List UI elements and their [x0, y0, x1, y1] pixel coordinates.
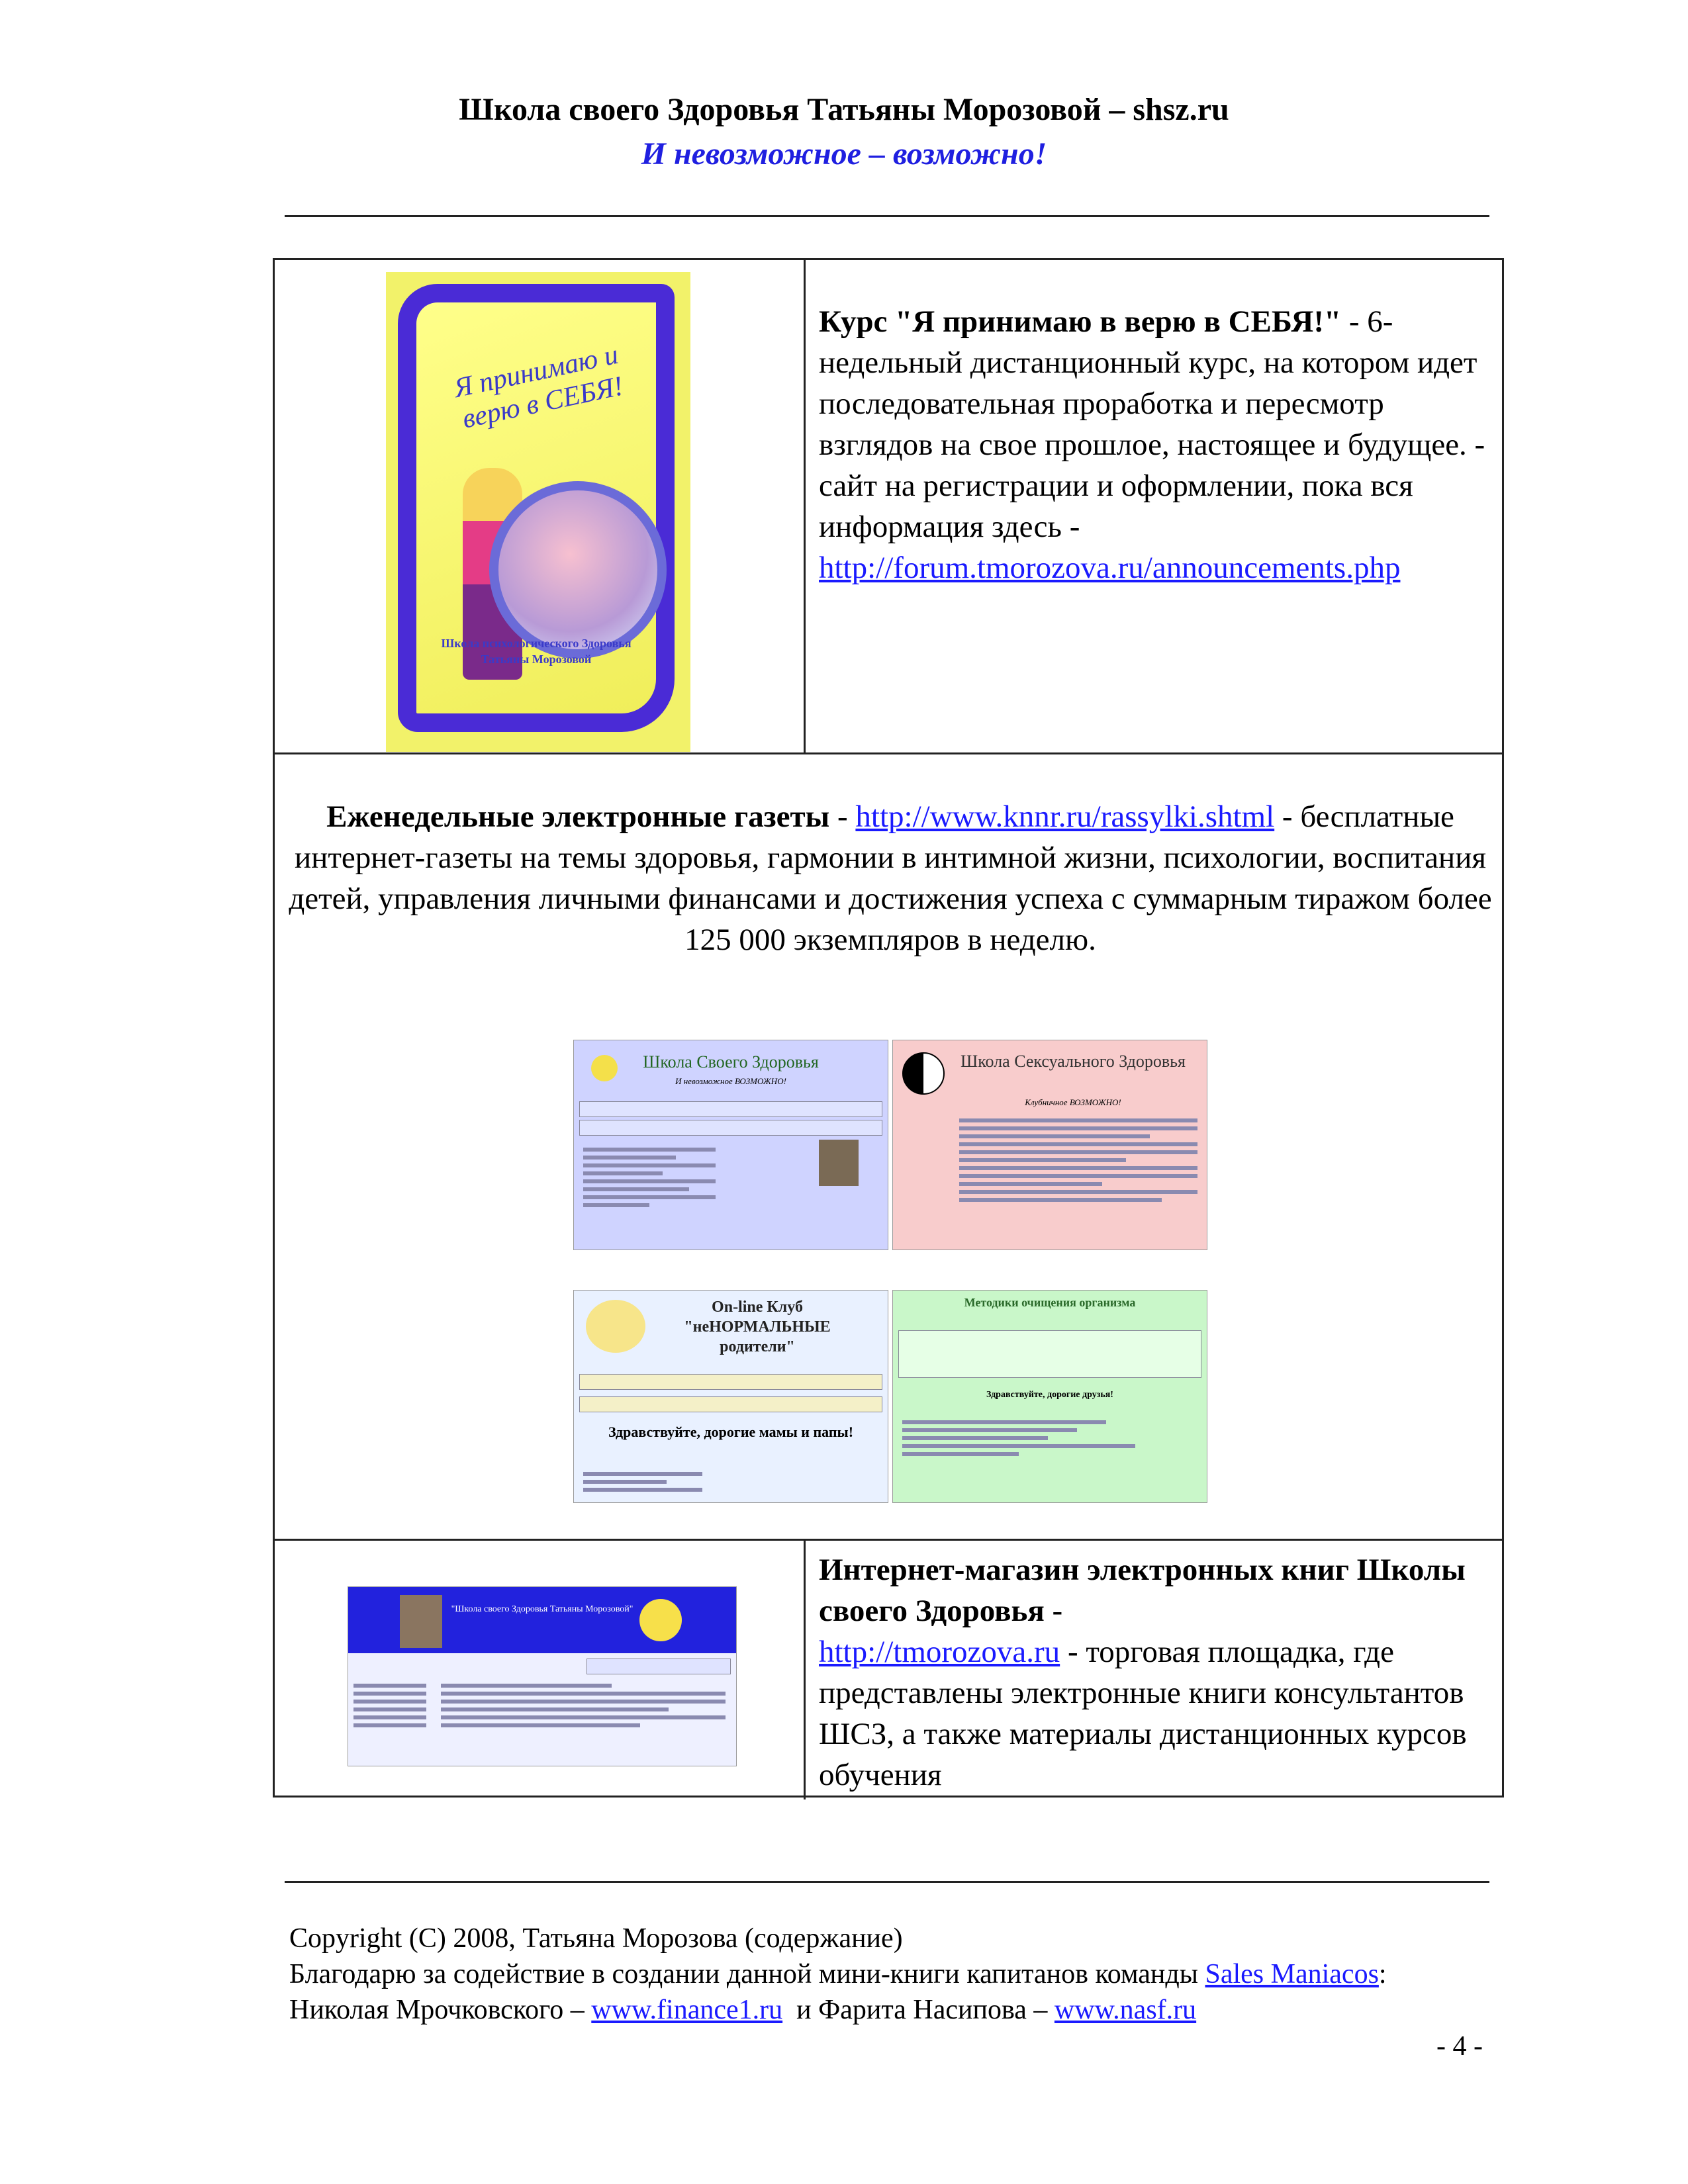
newsletters-description: Еженедельные электронные газеты - http://www.knnr.ru/rassylki.shtml - бесплатные интернет-газеты на темы здоровья, гармонии в интимной жизни, психологии, воспитания детей, управления личными финансами и достижения успеха с суммарным тиражом более 125 000 экземпляров в неделю.	[289, 799, 1492, 957]
header-divider	[285, 215, 1489, 217]
tmorozova-link[interactable]: http://tmorozova.ru	[819, 1635, 1060, 1669]
footer-text	[289, 1921, 1481, 2028]
table-column-divider	[804, 1539, 806, 1799]
forum-announcements-link[interactable]: http://forum.tmorozova.ru/announcements.php	[819, 551, 1401, 585]
ebook-shop-description: Интернет-магазин электронных книг Школы своего Здоровья - http://tmorozova.ru - торговая площадка, где представлены электронные книги консультантов ШСЗ, а также материалы дистанционных курсов обучения	[819, 1553, 1467, 1792]
author-photo	[819, 1140, 859, 1186]
rassylki-link[interactable]: http://www.knnr.ru/rassylki.shtml	[855, 799, 1275, 834]
copyright-line: Copyright (C) 2008, Татьяна Морозова (содержание)	[289, 1923, 903, 1954]
thanks-line: Благодарю за содействие в создании данной мини-книги капитанов команды Sales Maniacos: Николая Мрочковского – www.finance1.ru и Фарита Насипова – www.nasf.ru	[289, 1959, 1387, 2025]
sun-logo-icon	[639, 1599, 682, 1641]
course-name: Курс "Я принимаю в верю в СЕБЯ!"	[819, 304, 1342, 339]
page-number: - 4 -	[1436, 2031, 1483, 2062]
screenshot-ebook-shop: "Школа своего Здоровья Татьяны Морозовой"	[348, 1586, 737, 1766]
content-table	[273, 258, 1504, 1797]
table-row-divider	[275, 1539, 1502, 1541]
table-row-divider	[275, 752, 1502, 754]
mirror-globe-graphic	[489, 481, 667, 659]
author-photo	[400, 1595, 442, 1648]
screenshot-sexual-health-school: Школа Сексуального Здоровья Клубничное ВОЗМОЖНО!	[892, 1040, 1207, 1250]
page-header-slogan: И невозможное – возможно!	[641, 136, 1047, 171]
book-cover-image	[386, 272, 690, 752]
screenshot-abnormal-parents-club: On-line Клуб "неНОРМАЛЬНЫЕ родители" Здравствуйте, дорогие мамы и папы!	[573, 1290, 888, 1503]
book-cover-title: Я принимаю и верю в СЕБЯ!	[451, 339, 626, 435]
course-text: - 6-недельный дистанционный курс, на котором идет последовательная проработка и пересмотр взглядов на свое прошлое, настоящее и будущее. - сайт на регистрации и оформлении, пока вся информация здесь -	[819, 304, 1485, 544]
ebook-shop-title: Интернет-магазин электронных книг Школы своего Здоровья	[819, 1553, 1466, 1628]
finance1-link[interactable]: www.finance1.ru	[591, 1995, 783, 2025]
page-header-title: Школа своего Здоровья Татьяны Морозовой – shsz.ru	[459, 92, 1229, 127]
screenshot-body-cleansing: Методики очищения организма Здравствуйте, дорогие друзья!	[892, 1290, 1207, 1503]
newsletters-title: Еженедельные электронные газеты	[326, 799, 830, 834]
ebook-shop-text: - торговая площадка, где представлены электронные книги консультантов ШСЗ, а также материалы дистанционных курсов обучения	[819, 1635, 1467, 1792]
table-column-divider	[804, 260, 806, 752]
nasf-link[interactable]: www.nasf.ru	[1054, 1995, 1197, 2025]
newsletters-text: - бесплатные интернет-газеты на темы здоровья, гармонии в интимной жизни, психологии, воспитания детей, управления личными финансами и достижения успеха с суммарным тиражом более 125 000 экземпляров в неделю.	[289, 799, 1492, 957]
course-description	[819, 301, 1501, 588]
footer-divider	[285, 1881, 1489, 1883]
book-cover-footer: Школа психологического Здоровья Татьяны Морозовой	[441, 637, 632, 666]
sales-maniacos-link[interactable]: Sales Maniacos	[1205, 1959, 1379, 1989]
screenshot-school-of-health: Школа Своего Здоровья И невозможное ВОЗМОЖНО!	[573, 1040, 888, 1250]
